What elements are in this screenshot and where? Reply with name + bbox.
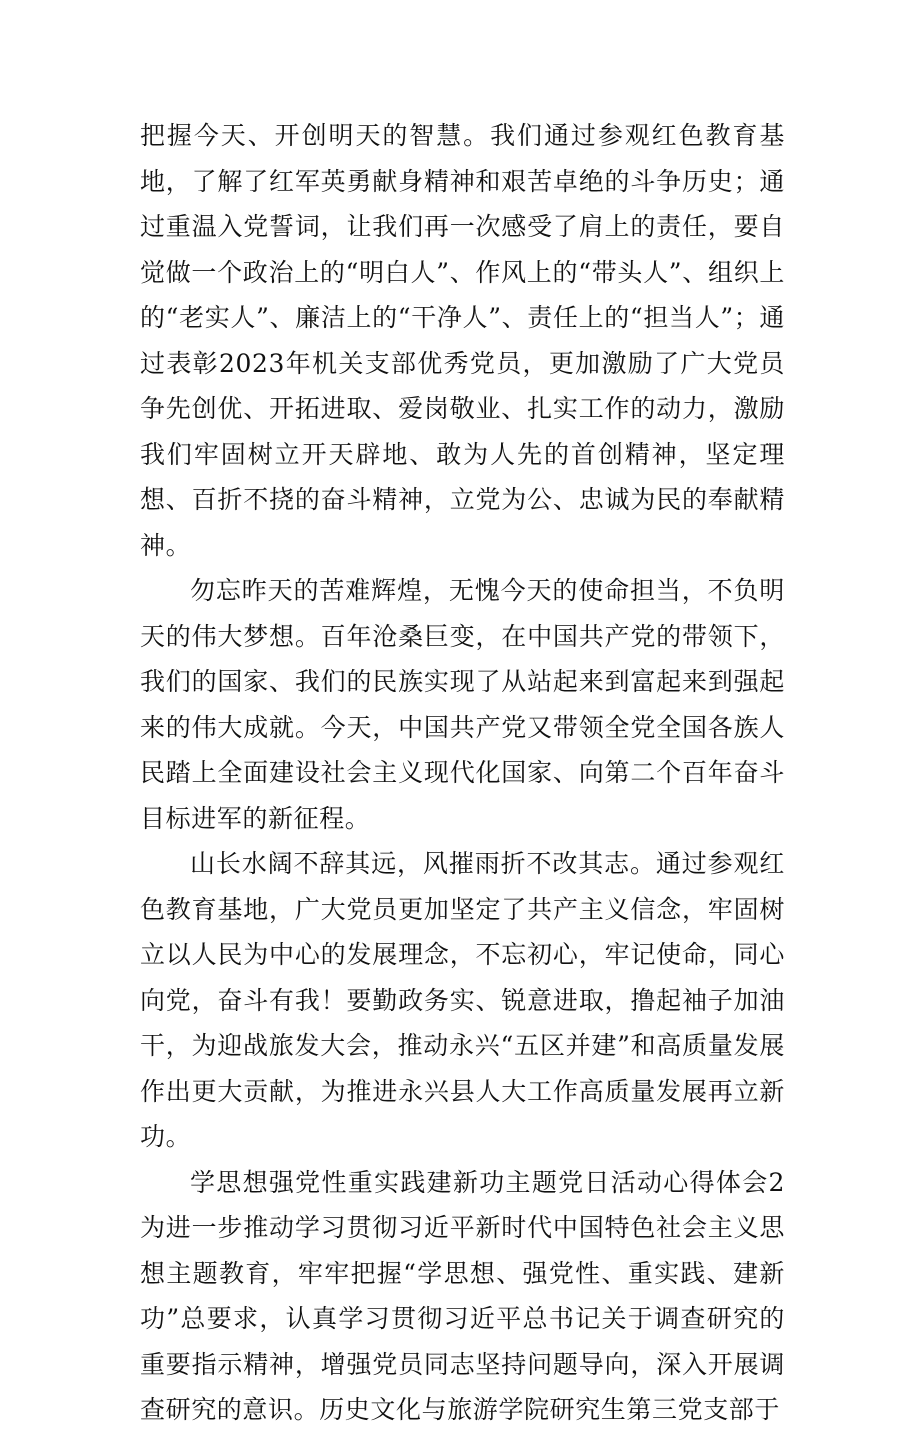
paragraph-2: 勿忘昨天的苦难辉煌，无愧今天的使命担当，不负明天的伟大梦想。百年沧桑巨变，在中国共产党的带领下，我们的国家、我们的民族实现了从站起来到富起来到强起来的伟大成就。今天，中国共产党又带领全党全国各族人民踏上全面建设社会主义现代化国家、向第二个百年奋斗目标进军的新征程。 [140, 576, 785, 833]
paragraph-4: 学思想强党性重实践建新功主题党日活动心得体会2为进一步推动学习贯彻习近平新时代中国特色社会主义思想主题教育，牢牢把握“学思想、强党性、重实践、建新功”总要求，认真学习贯彻习近平总书记关于调查研究的重要指示精神，增强党员同志坚持问题导向，深入开展调查研究的意识。历史文化与旅游学院研究生第三党支部于 [140, 1167, 785, 1424]
paragraph-3: 山长水阔不辞其远，风摧雨折不改其志。通过参观红色教育基地，广大党员更加坚定了共产主义信念，牢固树立以人民为中心的发展理念，不忘初心，牢记使命，同心向党，奋斗有我！要勤政务实、锐意进取，撸起袖子加油干，为迎战旅发大会，推动永兴“五区并建”和高质量发展作出更大贡献，为推进永兴县人大工作高质量发展再立新功。 [140, 849, 785, 1151]
body-text [140, 113, 785, 1433]
paragraph-1: 把握今天、开创明天的智慧。我们通过参观红色教育基地，了解了红军英勇献身精神和艰苦卓绝的斗争历史；通过重温入党誓词，让我们再一次感受了肩上的责任，要自觉做一个政治上的“明白人”、作风上的“带头人”、组织上的“老实人”、廉洁上的“干净人”、责任上的“担当人”；通过表彰2023年机关支部优秀党员，更加激励了广大党员争先创优、开拓进取、爱岗敬业、扎实工作的动力，激励我们牢固树立开天辟地、敢为人先的首创精神，坚定理想、百折不挠的奋斗精神，立党为公、忠诚为民的奉献精神。 [140, 121, 785, 560]
